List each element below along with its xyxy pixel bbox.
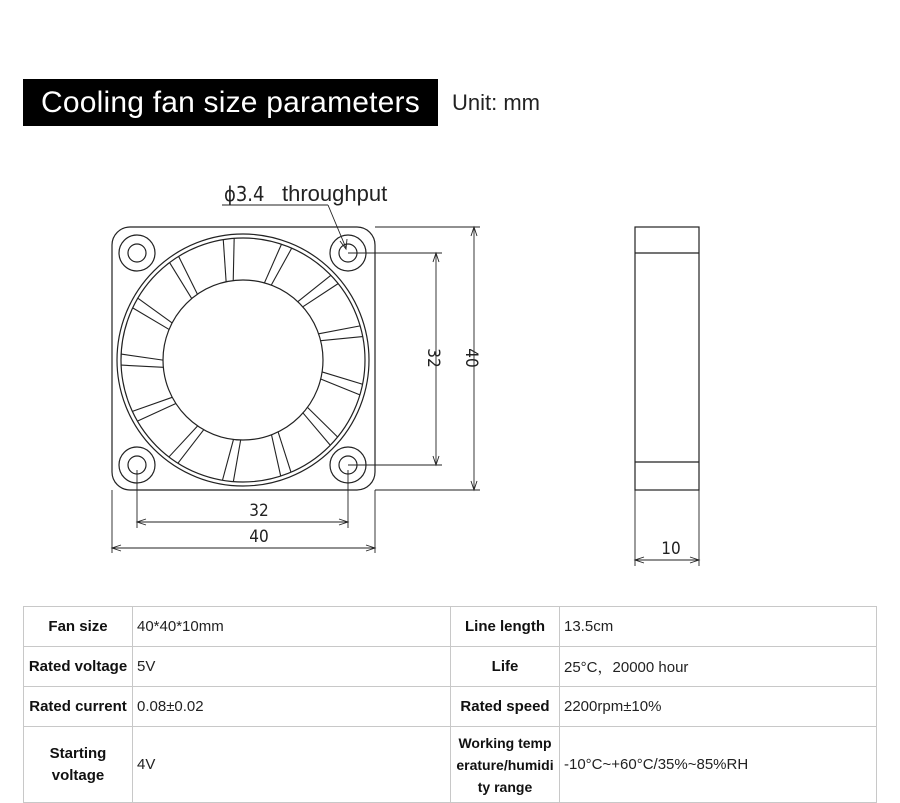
side-body — [635, 227, 699, 490]
dim-horizontal-40: 40 — [249, 527, 269, 547]
blade-edge — [278, 432, 291, 472]
fan-outer-ring — [117, 234, 369, 486]
page-title: Cooling fan size parameters — [23, 79, 438, 126]
dim-vertical-32: 32 — [423, 348, 443, 368]
blade-edge — [222, 439, 233, 480]
spec-label: Rated current — [24, 687, 133, 727]
spec-label: Starting voltage — [24, 727, 133, 803]
dim-vertical-40: 40 — [461, 348, 481, 368]
spec-value: 2200rpm±10% — [560, 687, 877, 727]
dim-horizontal-32: 32 — [249, 501, 269, 521]
blade-edge — [223, 240, 226, 282]
spec-value: 40*40*10mm — [133, 607, 451, 647]
hole-throughput-label: throughput — [282, 181, 388, 206]
spec-label: Working temperature/humidity range — [451, 727, 560, 803]
fan-blades — [121, 238, 363, 481]
table-row — [24, 727, 877, 803]
blade-edge — [264, 244, 281, 283]
hole-diameter-label: ϕ3.4 — [224, 182, 265, 206]
blade-edge — [271, 435, 280, 476]
spec-value: 0.08±0.02 — [133, 687, 451, 727]
blade-edge — [137, 404, 175, 422]
blade-edge — [303, 284, 338, 307]
spec-value: 5V — [133, 647, 451, 687]
spec-value: 13.5cm — [560, 607, 877, 647]
unit-label: Unit: mm — [452, 90, 540, 115]
blade-edge — [233, 238, 234, 280]
spec-label: Line length — [451, 607, 560, 647]
blade-edge — [271, 248, 291, 285]
spec-table — [23, 606, 877, 803]
blade-edge — [321, 337, 363, 341]
spec-label: Life — [451, 647, 560, 687]
dim-thickness-10: 10 — [661, 539, 681, 559]
blade-edge — [303, 413, 330, 445]
fan-side-view — [635, 227, 699, 490]
blade-edge — [121, 354, 163, 360]
blade-outer-ring — [121, 238, 365, 482]
blade-edge — [298, 275, 331, 301]
blade-edge — [179, 256, 198, 294]
vertical-dimensions — [348, 227, 480, 490]
blade-edge — [169, 426, 198, 457]
table-row — [24, 687, 877, 727]
blade-edge — [178, 430, 204, 463]
blade-edge — [307, 407, 337, 437]
blade-edge — [319, 326, 361, 334]
spec-label: Fan size — [24, 607, 133, 647]
spec-label: Rated voltage — [24, 647, 133, 687]
spec-value: 4V — [133, 727, 451, 803]
blade-edge — [132, 397, 172, 411]
blade-edge — [233, 440, 240, 482]
spec-value: 25°C，20000 hour — [560, 647, 877, 687]
fan-front-view — [112, 227, 375, 490]
spec-label: Rated speed — [451, 687, 560, 727]
hub-circle — [163, 280, 323, 440]
blade-edge — [121, 365, 163, 367]
corner-hole-top-left — [119, 235, 155, 271]
spec-value: -10°C~+60°C/35%~85%RH — [560, 727, 877, 803]
blade-edge — [133, 308, 169, 330]
table-row — [24, 647, 877, 687]
blade-edge — [138, 298, 172, 323]
table-row — [24, 607, 877, 647]
blade-edge — [170, 263, 192, 299]
